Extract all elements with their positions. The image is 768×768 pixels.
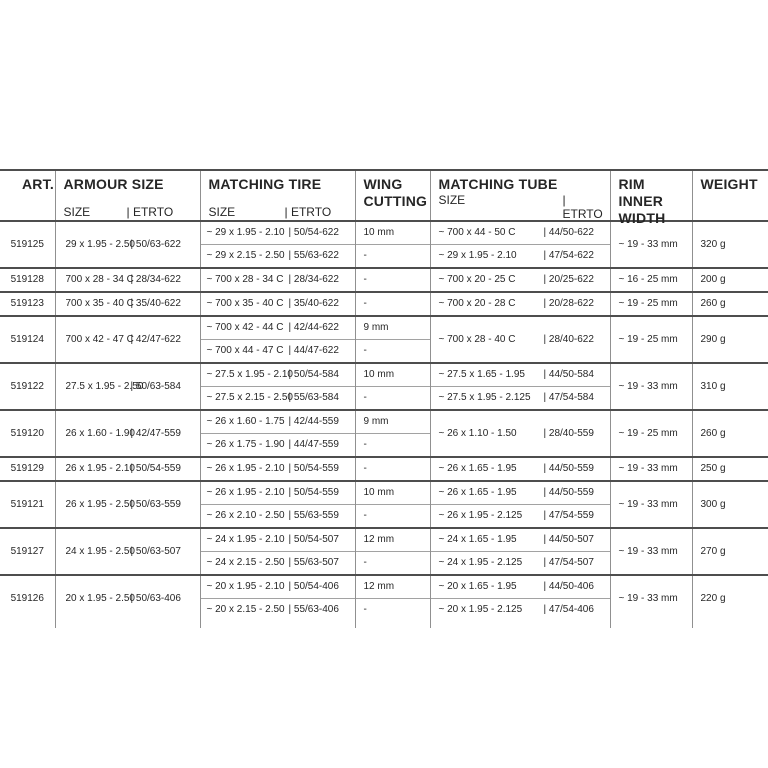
size-value: 700 x 35 - 40 C <box>65 298 134 309</box>
size-value: ~ 700 x 28 - 40 C <box>438 333 516 345</box>
matching-tube-cell <box>430 292 610 316</box>
table-row <box>0 410 768 434</box>
table-row <box>0 528 768 552</box>
etrto-value: | 55/63-559 <box>288 510 339 521</box>
etrto-sublabel: | ETRTO <box>562 193 603 221</box>
rim-inner-width-cell: ~ 19 - 33 mm <box>610 528 692 575</box>
table-row <box>0 457 768 481</box>
etrto-value: | 50/54-559 <box>288 487 339 498</box>
rim-inner-width-cell: ~ 19 - 25 mm <box>610 292 692 316</box>
matching-tire-cell <box>200 410 355 434</box>
wing-cutting-cell: 12 mm <box>355 575 430 599</box>
matching-tube-cell <box>430 528 610 552</box>
etrto-value: | 44/50-559 <box>543 463 594 474</box>
etrto-value: | 50/63-584 <box>130 380 181 392</box>
matching-tire-cell-content <box>201 250 355 262</box>
weight-cell: 260 g <box>692 292 768 316</box>
size-value: ~ 20 x 1.65 - 1.95 <box>438 581 517 592</box>
rim-inner-width-cell: ~ 19 - 33 mm <box>610 481 692 528</box>
etrto-value: | 44/50-584 <box>543 369 594 380</box>
size-value: ~ 24 x 1.95 - 2.125 <box>438 557 523 568</box>
art-cell: 519123 <box>0 292 55 316</box>
size-value: ~ 29 x 2.15 - 2.50 <box>206 250 285 261</box>
matching-tube-cell-content <box>431 274 610 286</box>
size-value: ~ 27.5 x 1.95 - 2.125 <box>438 392 531 403</box>
matching-tire-cell-content <box>201 487 355 499</box>
matching-tube-cell <box>430 599 610 622</box>
table-body <box>0 221 768 628</box>
etrto-value: | 50/54-406 <box>288 581 339 592</box>
size-value: ~ 27.5 x 1.95 - 2.10 <box>206 369 293 380</box>
size-value: ~ 26 x 1.95 - 2.125 <box>438 510 523 521</box>
etrto-value: | 50/54-507 <box>288 534 339 545</box>
wing-cutting-cell: - <box>355 457 430 481</box>
weight-cell: 290 g <box>692 316 768 363</box>
matching-tire-cell-content <box>201 416 355 428</box>
matching-tire-cell <box>200 340 355 364</box>
size-value: ~ 700 x 20 - 28 C <box>438 298 516 309</box>
wing-cutting-cell: 12 mm <box>355 528 430 552</box>
etrto-value: | 28/34-622 <box>288 274 339 285</box>
size-sublabel: SIZE <box>438 193 466 207</box>
rim-inner-width-cell: ~ 19 - 25 mm <box>610 316 692 363</box>
weight-cell: 250 g <box>692 457 768 481</box>
header-armour-subheader <box>64 205 196 219</box>
wing-cutting-cell: 10 mm <box>355 481 430 505</box>
tail-cell <box>430 621 610 628</box>
matching-tire-cell <box>200 434 355 458</box>
weight-cell: 300 g <box>692 481 768 528</box>
size-value: 24 x 1.95 - 2.50 <box>65 545 135 557</box>
size-value: ~ 700 x 44 - 47 C <box>206 345 284 356</box>
size-value: ~ 20 x 1.95 - 2.125 <box>438 604 523 615</box>
rim-inner-width-cell: ~ 19 - 33 mm <box>610 457 692 481</box>
armour-size-cell-content <box>56 546 200 558</box>
matching-tube-cell <box>430 268 610 292</box>
wing-cutting-cell: - <box>355 292 430 316</box>
header-weight <box>692 170 768 221</box>
header-wing-cutting <box>355 170 430 221</box>
matching-tire-cell <box>200 292 355 316</box>
art-cell: 519124 <box>0 316 55 363</box>
art-cell: 519126 <box>0 575 55 621</box>
art-cell: 519128 <box>0 268 55 292</box>
size-value: ~ 26 x 1.95 - 2.10 <box>206 487 285 498</box>
table-row <box>0 363 768 387</box>
header-rim-inner-width-label: RIM INNER WIDTH <box>618 176 666 226</box>
armour-size-cell-content <box>56 334 200 346</box>
etrto-value: | 44/50-559 <box>543 487 594 498</box>
etrto-value: | 47/54-584 <box>543 392 594 403</box>
matching-tire-cell-content <box>201 439 355 451</box>
weight-cell: 320 g <box>692 221 768 268</box>
size-value: ~ 26 x 1.65 - 1.95 <box>438 463 517 474</box>
matching-tube-cell-content <box>431 227 610 239</box>
matching-tire-cell-content <box>201 274 355 286</box>
etrto-value: | 55/63-584 <box>288 392 339 403</box>
armour-size-cell-content <box>56 298 200 310</box>
art-cell: 519120 <box>0 410 55 457</box>
matching-tube-cell-content <box>431 510 610 522</box>
size-value: ~ 700 x 28 - 34 C <box>206 274 284 285</box>
weight-cell: 260 g <box>692 410 768 457</box>
armour-size-cell <box>55 292 200 316</box>
armour-size-cell-content <box>56 463 200 475</box>
wing-cutting-cell: - <box>355 552 430 576</box>
art-cell: 519129 <box>0 457 55 481</box>
header-art <box>0 170 55 221</box>
tail-cell <box>692 621 768 628</box>
matching-tube-cell-content <box>431 534 610 546</box>
matching-tire-cell <box>200 387 355 411</box>
armour-size-cell-content <box>56 499 200 511</box>
size-value: 29 x 1.95 - 2.50 <box>65 238 135 250</box>
size-sublabel: SIZE <box>208 205 236 219</box>
matching-tire-cell-content <box>201 581 355 593</box>
size-sublabel: SIZE <box>63 205 91 219</box>
header-row <box>0 170 768 221</box>
matching-tire-cell <box>200 575 355 599</box>
matching-tire-cell-content <box>201 298 355 310</box>
matching-tube-cell-content <box>431 298 610 310</box>
matching-tube-cell <box>430 410 610 457</box>
matching-tube-cell-content <box>431 392 610 404</box>
matching-tire-cell-content <box>201 604 355 616</box>
etrto-value: | 44/47-559 <box>288 439 339 450</box>
etrto-value: | 50/54-559 <box>288 463 339 474</box>
size-value: ~ 27.5 x 1.65 - 1.95 <box>438 369 525 380</box>
art-cell: 519127 <box>0 528 55 575</box>
matching-tube-cell <box>430 363 610 387</box>
matching-tire-cell-content <box>201 322 355 334</box>
etrto-value: | 44/47-622 <box>288 345 339 356</box>
weight-cell: 270 g <box>692 528 768 575</box>
header-armour-size <box>55 170 200 221</box>
header-tire-subheader <box>209 205 351 219</box>
header-weight-label: WEIGHT <box>700 176 758 192</box>
etrto-value: | 50/63-406 <box>130 592 181 604</box>
etrto-sublabel: | ETRTO <box>284 205 332 219</box>
weight-cell: 200 g <box>692 268 768 292</box>
size-value: 26 x 1.95 - 2.10 <box>65 463 135 474</box>
size-value: ~ 24 x 2.15 - 2.50 <box>206 557 285 568</box>
matching-tube-cell <box>430 316 610 363</box>
etrto-value: | 47/54-622 <box>543 250 594 261</box>
matching-tube-cell-content <box>431 487 610 499</box>
matching-tire-cell <box>200 481 355 505</box>
etrto-value: | 28/40-622 <box>543 333 594 345</box>
table-row <box>0 481 768 505</box>
size-value: ~ 29 x 1.95 - 2.10 <box>438 250 517 261</box>
etrto-value: | 50/63-559 <box>130 498 181 510</box>
wing-cutting-cell: - <box>355 340 430 364</box>
matching-tube-cell-content <box>431 581 610 593</box>
etrto-value: | 55/63-507 <box>288 557 339 568</box>
matching-tire-cell-content <box>201 534 355 546</box>
etrto-value: | 50/63-622 <box>130 238 181 250</box>
etrto-value: | 50/54-622 <box>288 227 339 238</box>
matching-tire-cell-content <box>201 557 355 569</box>
matching-tube-cell-content <box>431 250 610 262</box>
matching-tire-cell-content <box>201 510 355 522</box>
table-row <box>0 292 768 316</box>
spec-table <box>0 169 768 628</box>
size-value: ~ 26 x 1.65 - 1.95 <box>438 487 517 498</box>
art-cell: 519121 <box>0 481 55 528</box>
wing-cutting-cell: 9 mm <box>355 316 430 340</box>
matching-tire-cell <box>200 528 355 552</box>
armour-size-cell-content <box>56 593 200 605</box>
size-value: ~ 29 x 1.95 - 2.10 <box>206 227 285 238</box>
header-tube-subheader <box>439 193 606 221</box>
matching-tire-cell-content <box>201 463 355 475</box>
wing-cutting-cell: 10 mm <box>355 221 430 245</box>
armour-size-cell-content <box>56 428 200 440</box>
table-row <box>0 575 768 599</box>
wing-cutting-cell: - <box>355 245 430 269</box>
size-value: ~ 700 x 35 - 40 C <box>206 298 284 309</box>
etrto-value: | 42/44-622 <box>288 322 339 333</box>
armour-size-cell <box>55 316 200 363</box>
table-row <box>0 268 768 292</box>
etrto-value: | 35/40-622 <box>130 298 181 309</box>
size-value: 26 x 1.95 - 2.50 <box>65 498 135 510</box>
header-rim-inner-width <box>610 170 692 226</box>
etrto-value: | 20/25-622 <box>543 274 594 285</box>
matching-tire-cell-content <box>201 345 355 357</box>
rim-inner-width-cell: ~ 19 - 33 mm <box>610 221 692 268</box>
armour-size-cell <box>55 457 200 481</box>
weight-cell: 220 g <box>692 575 768 621</box>
wing-cutting-cell: - <box>355 599 430 622</box>
etrto-value: | 50/54-559 <box>130 463 181 474</box>
etrto-value: | 42/47-622 <box>130 333 181 345</box>
matching-tube-cell <box>430 387 610 411</box>
matching-tire-cell <box>200 505 355 529</box>
header-matching-tire <box>200 170 355 221</box>
matching-tire-cell <box>200 268 355 292</box>
matching-tube-cell <box>430 505 610 529</box>
wing-cutting-cell: 9 mm <box>355 410 430 434</box>
table-header <box>0 170 768 226</box>
matching-tube-cell-content <box>431 463 610 475</box>
header-matching-tube-label: MATCHING TUBE <box>438 176 558 192</box>
table-row <box>0 316 768 340</box>
size-value: 26 x 1.60 - 1.90 <box>65 427 135 439</box>
size-value: 20 x 1.95 - 2.50 <box>65 592 135 604</box>
matching-tire-cell <box>200 363 355 387</box>
armour-size-cell <box>55 528 200 575</box>
rim-inner-width-cell: ~ 19 - 33 mm <box>610 363 692 410</box>
size-value: ~ 27.5 x 2.15 - 2.50 <box>206 392 293 403</box>
matching-tube-cell-content <box>431 369 610 381</box>
matching-tire-cell <box>200 599 355 622</box>
etrto-value: | 20/28-622 <box>543 298 594 309</box>
etrto-value: | 50/63-507 <box>130 545 181 557</box>
matching-tire-cell-content <box>201 369 355 381</box>
armour-size-cell <box>55 268 200 292</box>
etrto-value: | 42/44-559 <box>288 416 339 427</box>
matching-tube-cell <box>430 221 610 245</box>
tail-cell <box>200 621 355 628</box>
size-value: ~ 26 x 2.10 - 2.50 <box>206 510 285 521</box>
etrto-value: | 47/54-559 <box>543 510 594 521</box>
size-value: ~ 700 x 42 - 44 C <box>206 322 284 333</box>
matching-tire-cell <box>200 552 355 576</box>
etrto-value: | 55/63-406 <box>288 604 339 615</box>
etrto-value: | 42/47-559 <box>130 427 181 439</box>
size-value: ~ 26 x 1.60 - 1.75 <box>206 416 285 427</box>
wing-cutting-cell: - <box>355 505 430 529</box>
size-value: ~ 26 x 1.95 - 2.10 <box>206 463 285 474</box>
tail-cell <box>55 621 200 628</box>
size-value: ~ 26 x 1.10 - 1.50 <box>438 427 517 439</box>
etrto-value: | 44/50-406 <box>543 581 594 592</box>
matching-tire-cell <box>200 245 355 269</box>
matching-tube-cell-content <box>431 557 610 569</box>
etrto-value: | 55/63-622 <box>288 250 339 261</box>
header-matching-tire-label: MATCHING TIRE <box>208 176 322 192</box>
matching-tube-cell <box>430 552 610 576</box>
rim-inner-width-cell: ~ 19 - 33 mm <box>610 575 692 621</box>
wing-cutting-cell: - <box>355 387 430 411</box>
armour-size-cell <box>55 410 200 457</box>
table-tail-row <box>0 621 768 628</box>
armour-size-cell-content <box>56 239 200 251</box>
armour-size-cell <box>55 575 200 621</box>
armour-size-cell-content <box>56 381 200 393</box>
tail-cell <box>610 621 692 628</box>
art-cell: 519125 <box>0 221 55 268</box>
etrto-value: | 44/50-507 <box>543 534 594 545</box>
matching-tube-cell <box>430 575 610 599</box>
etrto-value: | 28/40-559 <box>543 427 594 439</box>
size-value: ~ 20 x 2.15 - 2.50 <box>206 604 285 615</box>
wing-cutting-cell: - <box>355 434 430 458</box>
matching-tire-cell <box>200 316 355 340</box>
matching-tire-cell <box>200 221 355 245</box>
matching-tube-cell <box>430 245 610 269</box>
matching-tube-cell-content <box>431 334 610 346</box>
size-value: 700 x 28 - 34 C <box>65 274 134 285</box>
etrto-value: | 44/50-622 <box>543 227 594 238</box>
wing-cutting-cell: - <box>355 268 430 292</box>
header-wing-cutting-label: WING CUTTING <box>363 176 428 209</box>
size-value: ~ 24 x 1.65 - 1.95 <box>438 534 517 545</box>
size-value: ~ 26 x 1.75 - 1.90 <box>206 439 285 450</box>
wing-cutting-cell: 10 mm <box>355 363 430 387</box>
etrto-value: | 50/54-584 <box>288 369 339 380</box>
armour-size-cell <box>55 221 200 268</box>
rim-inner-width-cell: ~ 19 - 25 mm <box>610 410 692 457</box>
matching-tire-cell-content <box>201 227 355 239</box>
size-value: ~ 700 x 20 - 25 C <box>438 274 516 285</box>
header-matching-tube <box>430 170 610 221</box>
rim-inner-width-cell: ~ 16 - 25 mm <box>610 268 692 292</box>
tail-cell <box>355 621 430 628</box>
armour-size-cell-content <box>56 274 200 286</box>
size-value: ~ 700 x 44 - 50 C <box>438 227 516 238</box>
etrto-value: | 47/54-406 <box>543 604 594 615</box>
etrto-sublabel: | ETRTO <box>126 205 174 219</box>
tail-cell <box>0 621 55 628</box>
matching-tube-cell-content <box>431 604 610 616</box>
etrto-value: | 28/34-622 <box>130 274 181 285</box>
matching-tube-cell-content <box>431 428 610 440</box>
header-armour-size-label: ARMOUR SIZE <box>63 176 164 192</box>
size-value: 700 x 42 - 47 C <box>65 333 134 345</box>
etrto-value: | 35/40-622 <box>288 298 339 309</box>
header-art-label: ART. <box>22 176 54 192</box>
armour-size-cell <box>55 363 200 410</box>
armour-size-cell <box>55 481 200 528</box>
size-value: ~ 24 x 1.95 - 2.10 <box>206 534 285 545</box>
weight-cell: 310 g <box>692 363 768 410</box>
size-value: 27.5 x 1.95 - 2.50 <box>65 380 144 392</box>
matching-tube-cell <box>430 481 610 505</box>
matching-tube-cell <box>430 457 610 481</box>
art-cell: 519122 <box>0 363 55 410</box>
size-value: ~ 20 x 1.95 - 2.10 <box>206 581 285 592</box>
etrto-value: | 47/54-507 <box>543 557 594 568</box>
matching-tire-cell <box>200 457 355 481</box>
matching-tire-cell-content <box>201 392 355 404</box>
